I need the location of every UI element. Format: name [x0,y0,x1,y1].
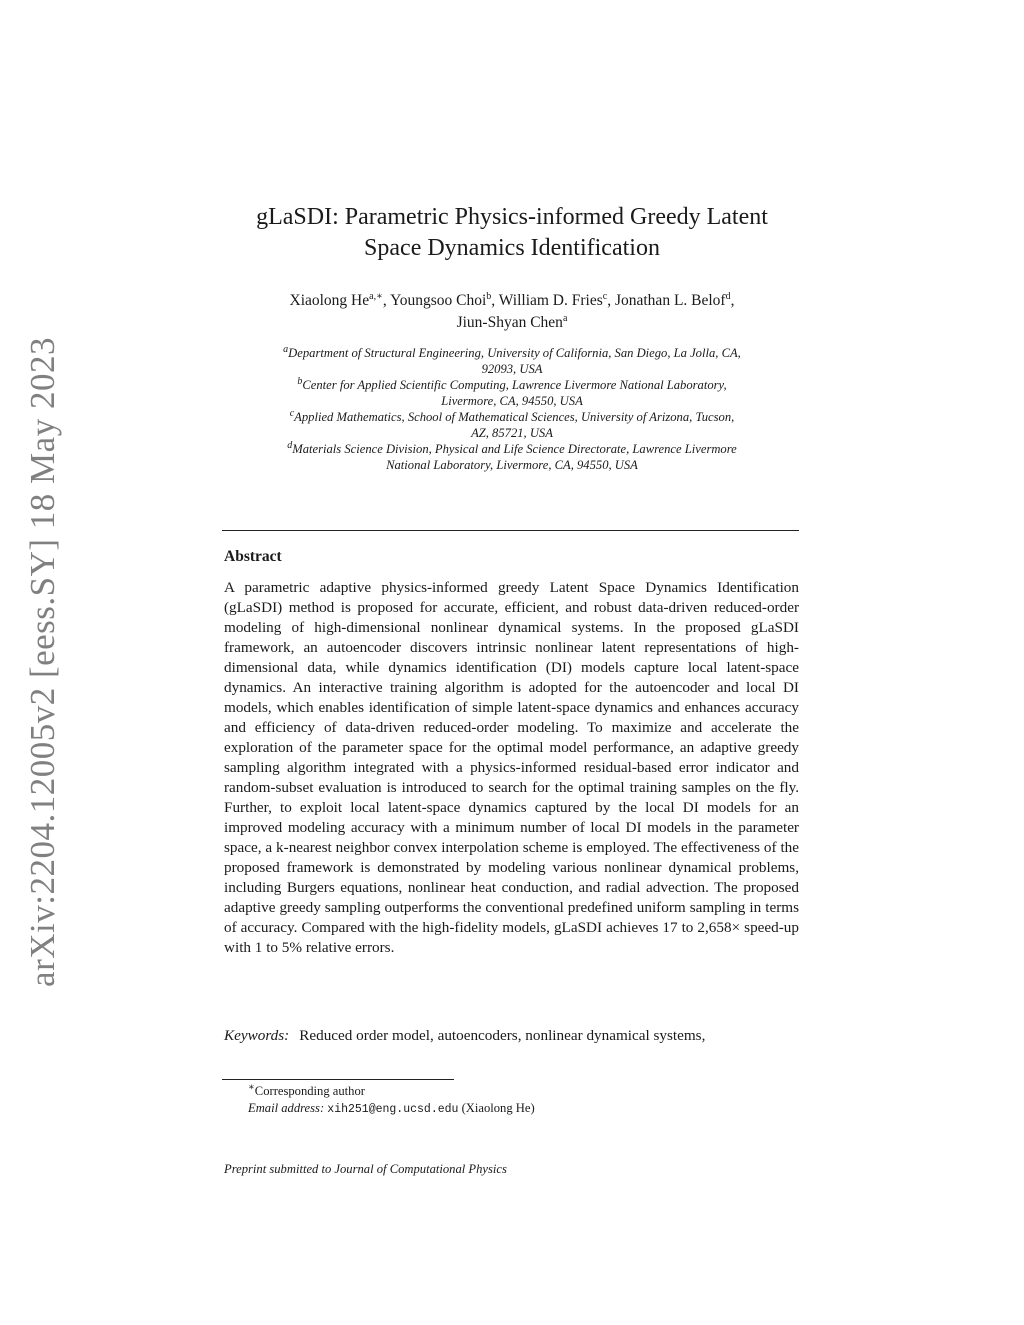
footnotes [248,1083,535,1118]
affiliation-b [222,377,802,409]
abstract-text: A parametric adaptive physics-informed greedy Latent Space Dynamics Identification (gLaSDI) method is proposed for accurate, efficient, and robust data-driven reduced-order modeling of high-dimensional nonlinear dynamical systems. In the proposed gLaSDI framework, an autoencoder discovers intrinsic nonlinear latent representations of high-dimensional data, while dynamics identification (DI) models capture local latent-space dynamics. An interactive training algorithm is adopted for the autoencoder and local DI models, which enables identification of simple latent-space dynamics and enhances accuracy and efficiency of data-driven reduced-order modeling. To maximize and accelerate the exploration of the parameter space for the optimal model performance, an adaptive greedy sampling algorithm integrated with a physics-informed residual-based error indicator and random-subset evaluation is introduced to search for the optimal training samples on the fly. Further, to exploit local latent-space dynamics captured by the local DI models for an improved modeling accuracy with a minimum number of local DI models in the parameter space, a k-nearest neighbor convex interpolation scheme is employed. The effectiveness of the proposed framework is demonstrated by modeling various nonlinear dynamical problems, including Burgers equations, nonlinear heat conduction, and radial advection. The proposed adaptive greedy sampling outperforms the conventional predefined uniform sampling in terms of accuracy. Compared with the high-fidelity models, gLaSDI achieves 17 to 2,658× speed-up with 1 to 5% relative errors. [224,579,799,956]
affiliation-text-cont: 92093, USA [481,362,543,376]
affiliation-text: Department of Structural Engineering, University of California, San Diego, La Jolla, CA, [288,346,741,360]
affiliation-mark: a [283,343,289,355]
affiliation-mark: b [297,375,303,387]
footnote-mark: ∗ [248,1081,255,1093]
author-affil-mark: a,∗ [369,290,383,302]
preprint-note: Preprint submitted to Journal of Computational Physics [224,1162,507,1176]
author-affil-mark: a [562,312,568,324]
affiliation-mark: c [289,407,295,419]
author-separator: , [730,292,735,309]
affiliation-text-cont: AZ, 85721, USA [471,426,553,440]
affiliation-d [222,441,802,473]
affiliation-text: Applied Mathematics, School of Mathematical Sciences, University of Arizona, Tucson, [294,410,735,424]
author-name: Youngsoo Choi [390,292,487,309]
author-separator: , [382,292,391,309]
author-affil-mark: c [602,290,608,302]
paper-title [222,202,802,264]
author-name: Jiun-Shyan Chen [456,314,563,331]
author-list [222,290,802,334]
footnote-email-label: Email address: [248,1101,325,1115]
author-affil-mark: b [486,290,492,302]
keywords-label: Keywords: [224,1027,290,1044]
arxiv-identifier: arXiv:2204.12005v2 [eess.SY] 18 May 2023 [23,337,62,987]
keywords-text: Reduced order model, autoencoders, nonlinear dynamical systems, [299,1027,706,1044]
author-name: William D. Fries [498,292,603,309]
affiliation-mark: d [287,439,293,451]
affiliation-c [222,409,802,441]
footnote-email-link[interactable]: xih251@eng.ucsd.edu [327,1103,459,1116]
author-name: Xiaolong He [289,292,370,309]
affiliation-a [222,345,802,377]
footnote-email-owner: (Xiaolong He) [461,1101,535,1115]
author-affil-mark: d [725,290,731,302]
author-separator: , [491,292,499,309]
author-separator: , [607,292,615,309]
affiliation-list [222,345,802,473]
abstract-body [224,578,799,958]
abstract-divider [222,530,799,531]
title-line-2: Space Dynamics Identification [364,235,660,261]
affiliation-text-cont: Livermore, CA, 94550, USA [441,394,583,408]
affiliation-text: Materials Science Division, Physical and Life Science Directorate, Lawrence Livermore [292,442,737,456]
author-name: Jonathan L. Belof [614,292,726,309]
affiliation-text: Center for Applied Scientific Computing, Lawrence Livermore National Laboratory, [302,378,727,392]
keywords [224,1026,799,1046]
footnote-divider [222,1079,454,1080]
abstract-heading: Abstract [224,548,282,565]
footnote-corresponding: Corresponding author [254,1084,365,1098]
title-line-1: gLaSDI: Parametric Physics-informed Greedy Latent [256,204,768,230]
affiliation-text-cont: National Laboratory, Livermore, CA, 94550, USA [386,458,638,472]
